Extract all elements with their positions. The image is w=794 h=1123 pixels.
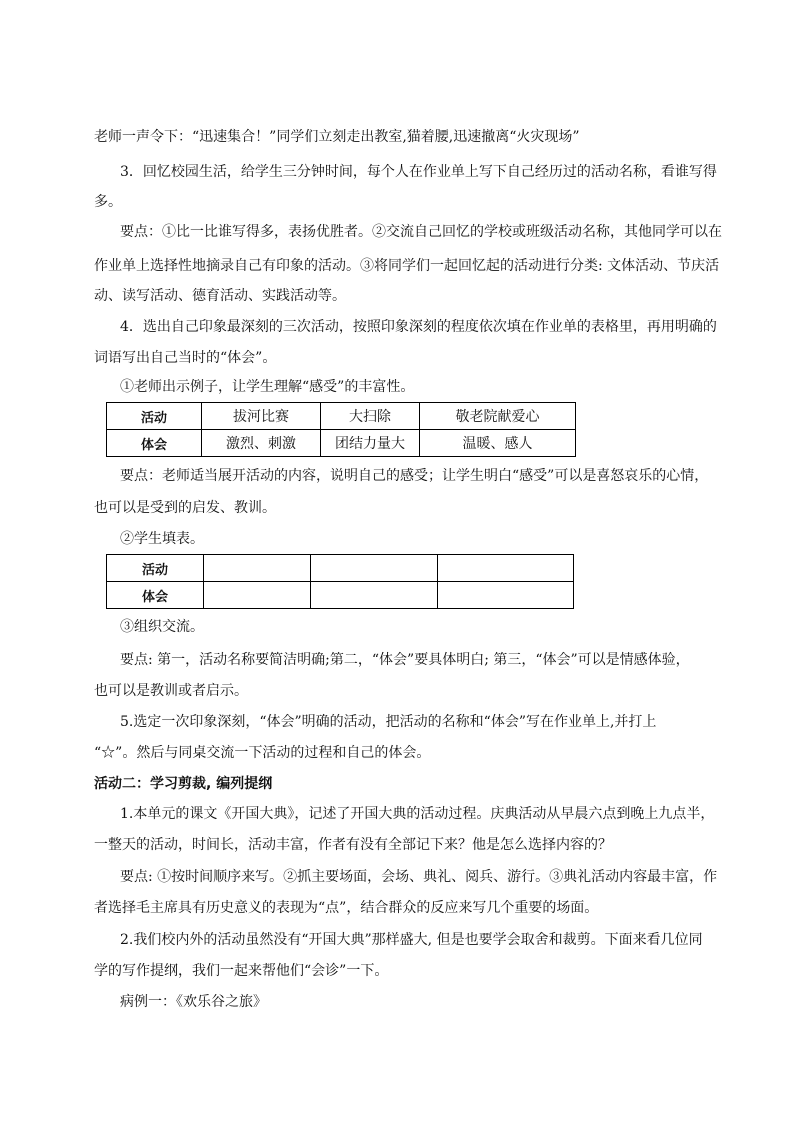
section-heading: 活动二：学习剪裁, 编列提纲 xyxy=(94,776,273,792)
table-cell xyxy=(311,582,438,609)
paragraph-line: 也可以是受到的启发、教训。 xyxy=(94,500,276,516)
paragraph-line: 多。 xyxy=(94,194,122,210)
paragraph-line: 1.本单元的课文《开国大典》，记述了开国大典的活动过程。庆典活动从早晨六点到晚上九点半， xyxy=(120,806,715,822)
paragraph-line: 学的写作提纲，我们一起来帮他们“会诊”一下。 xyxy=(94,963,389,979)
table-row xyxy=(107,403,576,430)
paragraph-line: 者选择毛主席具有历史意义的表现为“点”，结合群众的反应来写几个重要的场面。 xyxy=(94,900,599,916)
paragraph-line: 5.选定一次印象深刻，“体会”明确的活动，把活动的名称和“体会”写在作业单上,并打上 xyxy=(120,714,657,730)
paragraph-line: 2.我们校内外的活动虽然没有“开国大典”那样盛大, 但是也要学会取舍和裁剪。下面来看几位同 xyxy=(120,932,703,948)
paragraph-line: 病例一：《欢乐谷之旅》 xyxy=(120,994,267,1010)
table-cell: 敬老院献爱心 xyxy=(420,403,576,430)
paragraph-line: 要点：①比一比谁写得多，表扬优胜者。②交流自己回忆的学校或班级活动名称，其他同学可以在 xyxy=(120,224,722,240)
paragraph-line: 要点: ①按时间顺序来写。②抓主要场面，会场、典礼、阅兵、游行。③典礼活动内容最丰富，作 xyxy=(120,869,718,885)
paragraph-line: 老师一声令下：“迅速集合！”同学们立刻走出教室,猫着腰,迅速撤离“火灾现场” xyxy=(94,129,580,145)
table-row xyxy=(107,555,574,582)
table-cell: 拔河比赛 xyxy=(202,403,321,430)
table-cell: 体会 xyxy=(107,582,204,609)
table-cell xyxy=(311,555,438,582)
table-row xyxy=(107,582,574,609)
table-cell xyxy=(438,555,574,582)
table-cell: 激烈、刺激 xyxy=(202,430,321,457)
table-row xyxy=(107,430,576,457)
example-table xyxy=(106,402,576,457)
paragraph-line: ②学生填表。 xyxy=(120,531,204,547)
paragraph-line: 作业单上选择性地摘录自己有印象的活动。③将同学们一起回忆起的活动进行分类: 文体活动、节庆活 xyxy=(94,258,720,274)
paragraph-line: 4．选出自己印象最深刻的三次活动，按照印象深刻的程度依次填在作业单的表格里，再用明确的 xyxy=(120,319,717,335)
table-cell: 活动 xyxy=(107,555,204,582)
student-table xyxy=(106,554,574,609)
paragraph-line: “☆”。然后与同桌交流一下活动的过程和自己的体会。 xyxy=(94,745,431,761)
table-cell: 大扫除 xyxy=(321,403,420,430)
table-cell xyxy=(204,555,311,582)
paragraph-line: 动、读写活动、德育活动、实践活动等。 xyxy=(94,288,346,304)
table-cell: 团结力量大 xyxy=(321,430,420,457)
paragraph-line: 也可以是教训或者启示。 xyxy=(94,683,248,699)
paragraph-line: 一整天的活动，时间长，活动丰富，作者有没有全部记下来？他是怎么选择内容的？ xyxy=(94,837,612,853)
paragraph-line: 3．回忆校园生活，给学生三分钟时间，每个人在作业单上写下自己经历过的活动名称，看谁写得 xyxy=(120,164,717,180)
paragraph-line: 词语写出自己当时的“体会”。 xyxy=(94,350,277,366)
paragraph-line: 要点: 第一，活动名称要简洁明确;第二，“体会”要具体明白; 第三，“体会”可以是情感体验， xyxy=(120,652,690,668)
paragraph-line: 要点：老师适当展开活动的内容，说明自己的感受；让学生明白“感受”可以是喜怒哀乐的心情， xyxy=(120,468,709,484)
paragraph-line: ①老师出示例子，让学生理解“感受”的丰富性。 xyxy=(120,379,415,395)
table-cell: 温暖、感人 xyxy=(420,430,576,457)
table-cell: 体会 xyxy=(107,430,202,457)
paragraph-line: ③组织交流。 xyxy=(120,619,204,635)
table-cell xyxy=(438,582,574,609)
table-cell xyxy=(204,582,311,609)
table-cell: 活动 xyxy=(107,403,202,430)
